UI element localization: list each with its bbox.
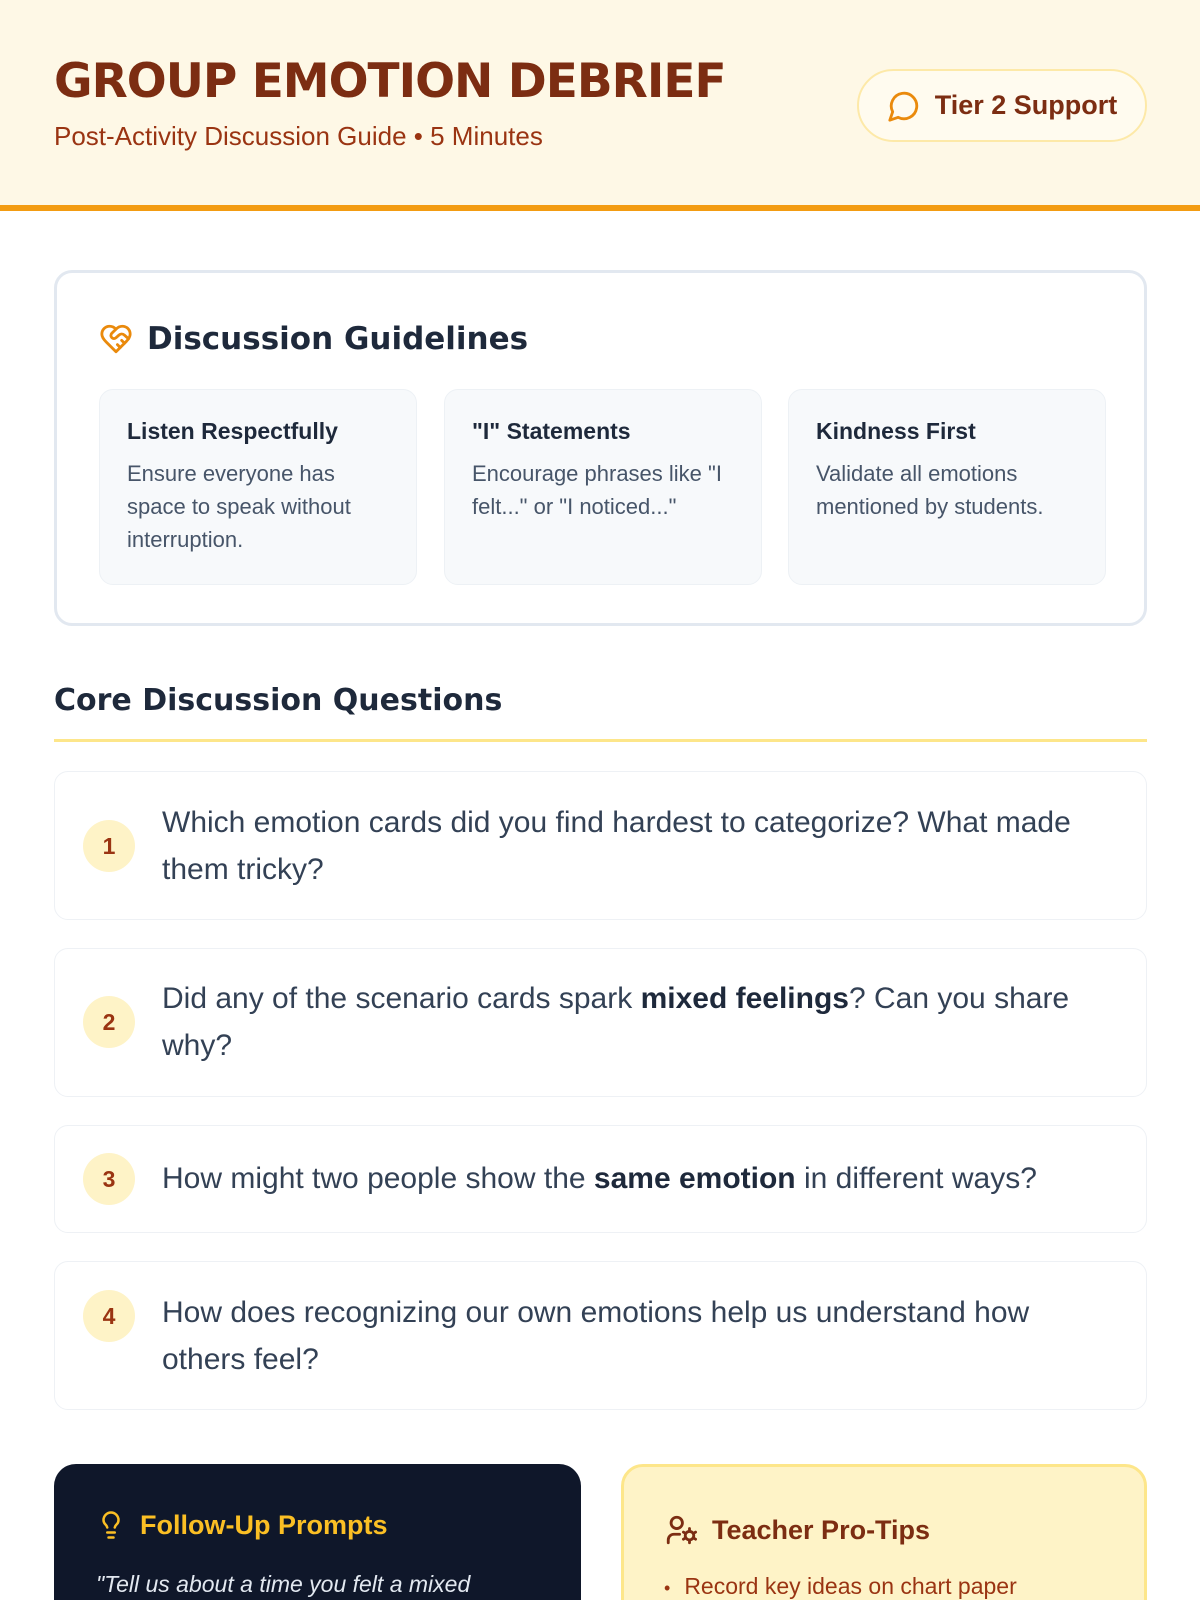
question-number: 1 bbox=[83, 820, 135, 872]
question-text: How might two people show the same emotion in different ways? bbox=[162, 1162, 1037, 1195]
question-number: 2 bbox=[83, 996, 135, 1048]
tips-item-text: Record key ideas on chart paper bbox=[684, 1573, 1017, 1599]
guideline-card-text: Validate all emotions mentioned by students. bbox=[816, 461, 1044, 519]
question-text: How does recognizing our own emotions help us understand how others feel? bbox=[162, 1296, 1030, 1376]
guideline-card-text: Ensure everyone has space to speak without interruption. bbox=[127, 461, 351, 552]
guideline-card-text: Encourage phrases like "I felt..." or "I noticed..." bbox=[472, 461, 722, 519]
guidelines-panel bbox=[54, 270, 1147, 626]
followup-title: Follow-Up Prompts bbox=[140, 1509, 388, 1540]
question-text: Which emotion cards did you find hardest to categorize? What made them tricky? bbox=[162, 806, 1071, 886]
question-card bbox=[54, 1261, 1147, 1410]
lightbulb-icon bbox=[96, 1508, 126, 1542]
tips-header bbox=[664, 1513, 930, 1547]
page-subtitle: Post-Activity Discussion Guide • 5 Minutes bbox=[54, 121, 543, 151]
question-number: 4 bbox=[83, 1290, 135, 1342]
tips-panel bbox=[621, 1464, 1147, 1600]
guidelines-title: Discussion Guidelines bbox=[147, 321, 529, 357]
bullet-dot-icon: • bbox=[664, 1578, 671, 1598]
guideline-card bbox=[788, 389, 1106, 585]
tips-list-item bbox=[664, 1573, 1017, 1600]
tier-badge bbox=[857, 69, 1147, 142]
guideline-card bbox=[444, 389, 762, 585]
followup-prompt: "Tell us about a time you felt a mixed bbox=[96, 1571, 471, 1597]
question-card bbox=[54, 1125, 1147, 1233]
guidelines-header bbox=[99, 321, 528, 357]
question-card bbox=[54, 771, 1147, 920]
questions-divider bbox=[54, 739, 1147, 742]
followup-panel bbox=[54, 1464, 581, 1600]
page-title: GROUP EMOTION DEBRIEF bbox=[54, 54, 726, 109]
question-number: 3 bbox=[83, 1153, 135, 1205]
guideline-card-title: Listen Respectfully bbox=[127, 418, 338, 444]
questions-title: Core Discussion Questions bbox=[54, 683, 503, 718]
followup-header bbox=[96, 1508, 387, 1542]
guideline-card-title: "I" Statements bbox=[472, 418, 631, 444]
guideline-card-title: Kindness First bbox=[816, 418, 976, 444]
heart-handshake-icon bbox=[99, 322, 133, 356]
chat-bubble-icon bbox=[887, 89, 921, 123]
badge-label: Tier 2 Support bbox=[934, 90, 1118, 120]
page-header bbox=[0, 0, 1200, 211]
guideline-card bbox=[99, 389, 417, 585]
question-text: Did any of the scenario cards spark mixed feelings? Can you share why? bbox=[162, 982, 1070, 1062]
tips-title: Teacher Pro-Tips bbox=[712, 1514, 931, 1545]
user-gear-icon bbox=[664, 1513, 698, 1547]
question-card bbox=[54, 948, 1147, 1097]
